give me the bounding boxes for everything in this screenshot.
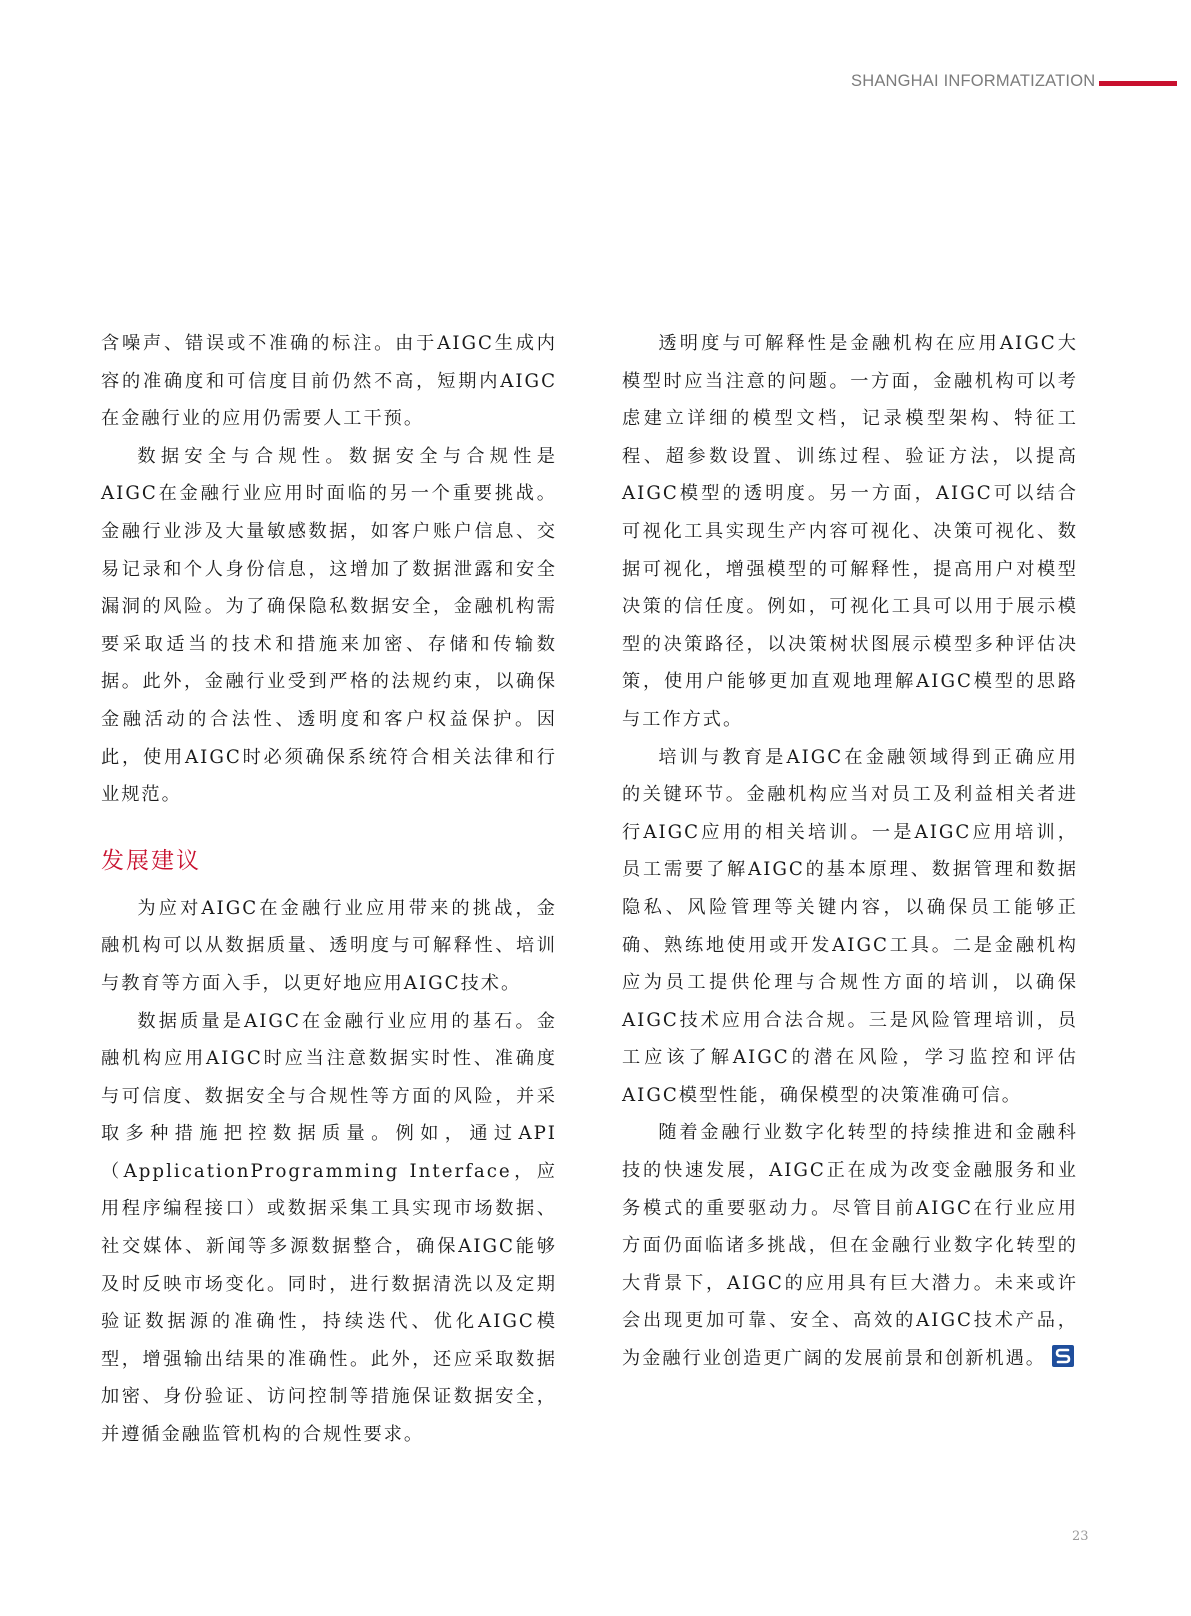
header-accent-bar xyxy=(1099,81,1177,86)
paragraph: 数据质量是AIGC在金融行业应用的基石。金融机构应用AIGC时应当注意数据实时性、准确度与可信度、数据安全与合规性等方面的风险，并采取多种措施把控数据质量。例如，通过API（ApplicationProgramming Interface，应用程序编程接口）或数据采集工具实现市场数据、社交媒体、新闻等多源数据整合，确保AIGC能够及时反映市场变化。同时，进行数据清洗以及定期验证数据源的准确性，持续迭代、优化AIGC模型，增强输出结果的准确性。此外，还应采取数据加密、身份验证、访问控制等措施保证数据安全，并遵循金融监管机构的合规性要求。 xyxy=(101,1010,557,1446)
paragraph: 培训与教育是AIGC在金融领域得到正确应用的关键环节。金融机构应当对员工及利益相关者进行AIGC应用的相关培训。一是AIGC应用培训，员工需要了解AIGC的基本原理、数据管理和数据隐私、风险管理等关键内容，以确保员工能够正确、熟练地使用或开发AIGC工具。二是金融机构应为员工提供伦理与合规性方面的培训，以确保AIGC技术应用合法合规。三是风险管理培训，员工应该了解AIGC的潜在风险，学习监控和评估AIGC模型性能，确保模型的决策准确可信。 xyxy=(622,746,1078,1106)
paragraph-final xyxy=(622,1114,1078,1377)
right-column xyxy=(622,325,1078,1378)
page-number: 23 xyxy=(1072,1529,1089,1544)
paragraph: 为应对AIGC在金融行业应用带来的挑战，金融机构可以从数据质量、透明度与可解释性、培训与教育等方面入手，以更好地应用AIGC技术。 xyxy=(101,897,557,994)
paragraph: 数据安全与合规性。数据安全与合规性是AIGC在金融行业应用时面临的另一个重要挑战。金融行业涉及大量敏感数据，如客户账户信息、交易记录和个人身份信息，这增加了数据泄露和安全漏洞的风险。为了确保隐私数据安全，金融机构需要采取适当的技术和措施来加密、存储和传输数据。此外，金融行业受到严格的法规约束，以确保金融活动的合法性、透明度和客户权益保护。因此，使用AIGC时必须确保系统符合相关法律和行业规范。 xyxy=(101,445,557,806)
publication-title: SHANGHAI INFORMATIZATION xyxy=(851,72,1096,90)
left-column xyxy=(101,325,557,1454)
paragraph: 含噪声、错误或不准确的标注。由于AIGC生成内容的准确度和可信度目前仍然不高，短期内AIGC在金融行业的应用仍需要人工干预。 xyxy=(101,333,557,430)
paragraph-text: 随着金融行业数字化转型的持续推进和金融科技的快速发展，AIGC正在成为改变金融服务和业务模式的重要驱动力。尽管目前AIGC在行业应用方面仍面临诸多挑战，但在金融行业数字化转型的大背景下，AIGC的应用具有巨大潜力。未来或许会出现更加可靠、安全、高效的AIGC技术产品，为金融行业创造更广阔的发展前景和创新机遇。 xyxy=(622,1122,1078,1370)
paragraph: 透明度与可解释性是金融机构在应用AIGC大模型时应当注意的问题。一方面，金融机构可以考虑建立详细的模型文档，记录模型架构、特征工程、超参数设置、训练过程、验证方法，以提高AIGC模型的透明度。另一方面，AIGC可以结合可视化工具实现生产内容可视化、决策可视化、数据可视化，增强模型的可解释性，提高用户对模型决策的信任度。例如，可视化工具可以用于展示模型的决策路径，以决策树状图展示模型多种评估决策，使用户能够更加直观地理解AIGC模型的思路与工作方式。 xyxy=(622,333,1078,730)
section-heading: 发展建议 xyxy=(101,847,201,874)
magazine-logo-icon xyxy=(1052,1345,1074,1367)
